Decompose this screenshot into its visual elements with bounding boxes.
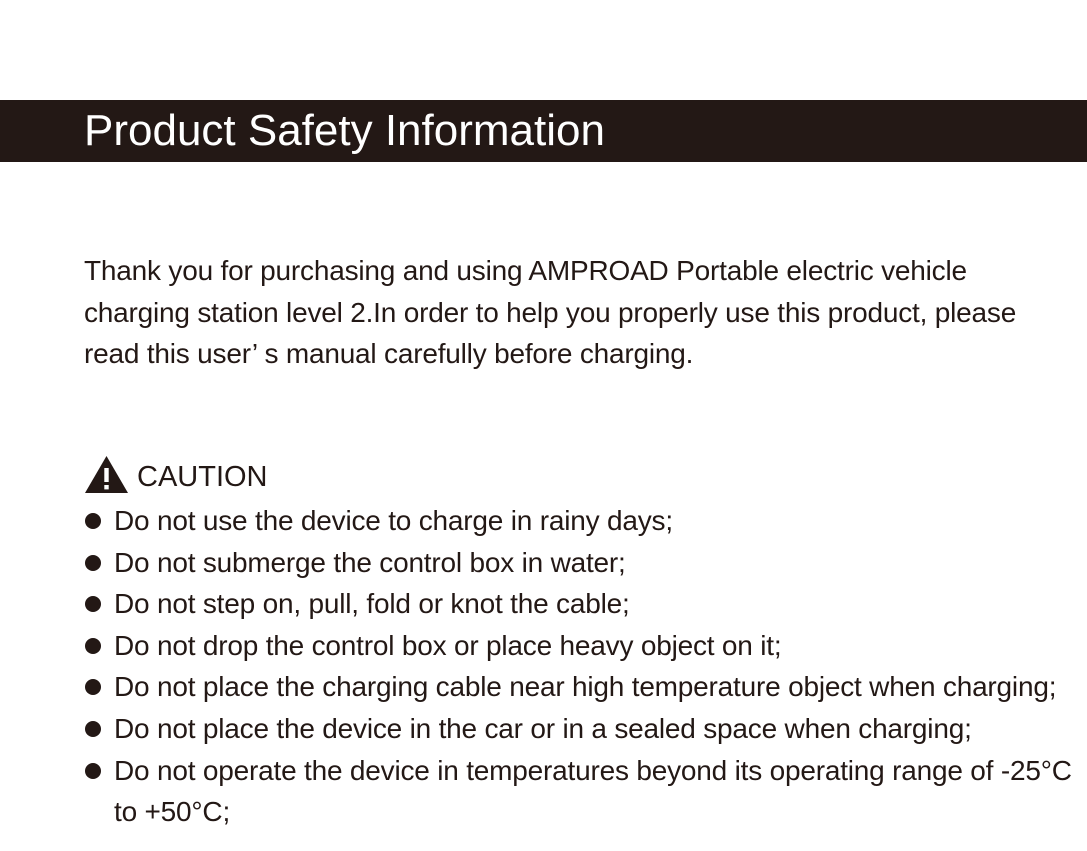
bullet-icon	[85, 679, 101, 695]
list-item	[84, 542, 1074, 584]
bullet-icon	[85, 596, 101, 612]
list-item	[84, 583, 1074, 625]
list-item-text: Do not submerge the control box in water;	[114, 546, 626, 578]
section-header-band	[0, 100, 1087, 162]
caution-heading	[84, 452, 268, 496]
intro-paragraph: Thank you for purchasing and using AMPROAD Portable electric vehicle charging station level 2.In order to help you properly use this product, please read this user’ s manual carefully before charging.	[84, 255, 1017, 369]
bullet-icon	[85, 721, 101, 737]
bullet-icon	[85, 555, 101, 571]
bullet-icon	[85, 638, 101, 654]
list-item	[84, 500, 1074, 542]
list-item-text: Do not drop the control box or place heavy object on it;	[114, 629, 782, 661]
bullet-icon	[85, 513, 101, 529]
bullet-icon	[85, 763, 101, 779]
list-item	[84, 625, 1074, 667]
caution-label: CAUTION	[137, 461, 268, 493]
list-item-text: Do not place the charging cable near high temperature object when charging;	[114, 671, 1057, 703]
list-item	[84, 708, 1074, 750]
list-item-text: Do not use the device to charge in rainy days;	[114, 505, 673, 536]
list-item	[84, 750, 1074, 833]
list-item-text: Do not place the device in the car or in a sealed space when charging;	[114, 712, 972, 744]
list-item-text: Do not operate the device in temperatures beyond its operating range of -25°C to +50°C;	[114, 754, 1072, 828]
warning-triangle-icon	[84, 455, 129, 494]
list-item	[84, 666, 1074, 708]
page-title: Product Safety Information	[84, 106, 605, 155]
list-item-text: Do not step on, pull, fold or knot the cable;	[114, 588, 630, 620]
caution-list	[84, 500, 1074, 833]
